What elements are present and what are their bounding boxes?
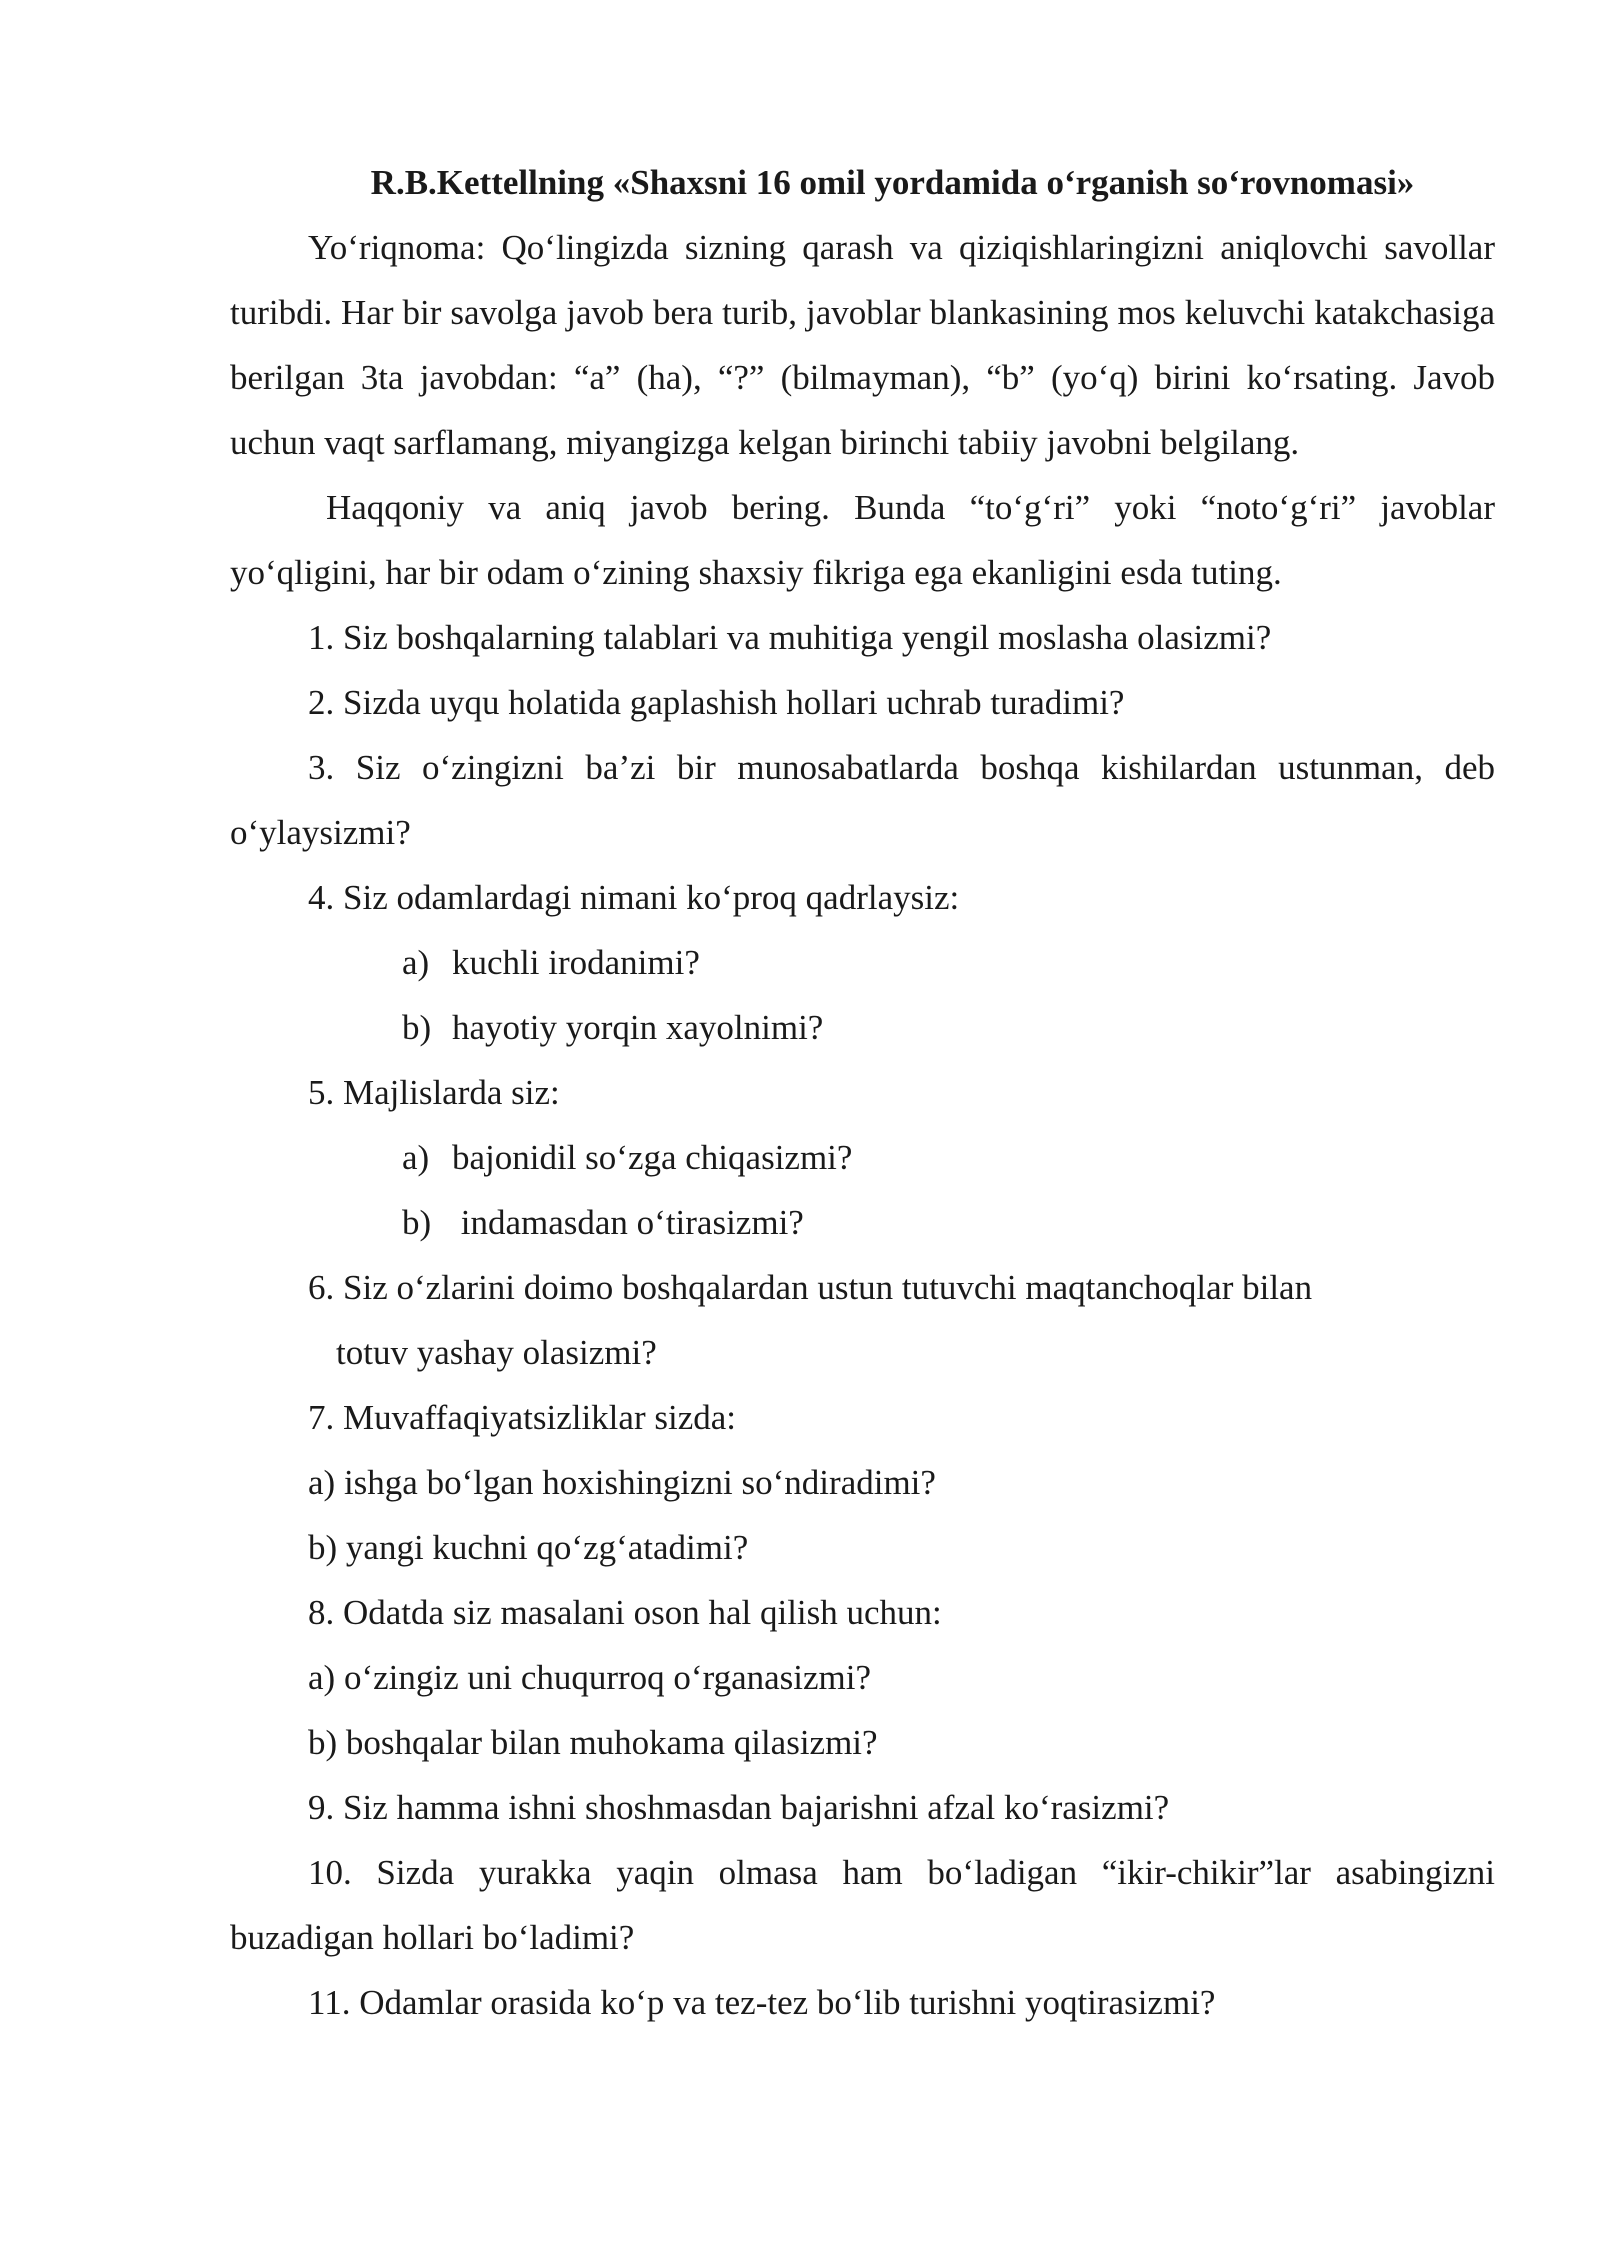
question-7: 7. Muvaffaqiyatsizliklar sizda: [308,1398,736,1437]
option-text: indamasdan o‘tirasizmi? [452,1203,804,1242]
option-marker: b) [402,1008,432,1047]
question-5-option-a [230,1125,1495,1190]
question-7-option-a: a) ishga bo‘lgan hoxishingizni so‘ndiradimi? [308,1463,936,1502]
question-6 [230,1255,1495,1385]
question-8-option-a: a) o‘zingiz uni chuqurroq o‘rganasizmi? [308,1658,872,1697]
question-10: 10. Sizda yurakka yaqin olmasa ham bo‘ladigan “ikir-chikir”lar asabingizni buzadigan hollari bo‘ladimi? [230,1853,1495,1957]
option-text: kuchli irodanimi? [452,943,700,982]
question-4: 4. Siz odamlardagi nimani ko‘proq qadrlaysiz: [308,878,960,917]
question-2: 2. Sizda uyqu holatida gaplashish hollari uchrab turadimi? [308,683,1125,722]
question-4-option-b [230,995,1495,1060]
document-title: R.B.Kettellning «Shaxsni 16 omil yordamida o‘rganish so‘rovnomasi» [370,163,1415,202]
option-text: bajonidil so‘zga chiqasizmi? [452,1138,853,1177]
question-3: 3. Siz o‘zingizni ba’zi bir munosabatlarda boshqa kishilardan ustunman, deb o‘ylaysizmi? [230,748,1495,852]
question-4-option-a [230,930,1495,995]
instruction-paragraph: Yo‘riqnoma: Qo‘lingizda sizning qarash va qiziqishlaringizni aniqlovchi savollar turibdi. Har bir savolga javob bera turib, javoblar blankasining mos keluvchi katakchasiga berilgan 3ta javobdan: “a” (ha), “?” (bilmayman), “b” (yo‘q) birini ko‘rsating. Javob uchun vaqt sarflamang, miyangizga kelgan birinchi tabiiy javobni belgilang. [230,228,1495,462]
question-7-option-b: b) yangi kuchni qo‘zg‘atadimi? [308,1528,749,1567]
question-5: 5. Majlislarda siz: [308,1073,560,1112]
instruction-note-paragraph: Haqqoniy va aniq javob bering. Bunda “to‘g‘ri” yoki “noto‘g‘ri” javoblar yo‘qligini, har bir odam o‘zining shaxsiy fikriga ega ekanligini esda tuting. [230,488,1495,592]
question-8-option-b: b) boshqalar bilan muhokama qilasizmi? [308,1723,878,1762]
question-6-line-1: 6. Siz o‘zlarini doimo boshqalardan ustun tutuvchi maqtanchoqlar bilan [308,1268,1313,1307]
question-5-option-b [230,1190,1495,1255]
option-marker: a) [402,943,430,982]
option-text: hayotiy yorqin xayolnimi? [452,1008,824,1047]
question-6-line-2: totuv yashay olasizmi? [336,1333,657,1372]
option-marker: b) [402,1203,432,1242]
question-11: 11. Odamlar orasida ko‘p va tez-tez bo‘lib turishni yoqtirasizmi? [308,1983,1216,2022]
document-body [230,150,1495,2035]
question-9: 9. Siz hamma ishni shoshmasdan bajarishni afzal ko‘rasizmi? [308,1788,1170,1827]
option-marker: a) [402,1138,430,1177]
question-8: 8. Odatda siz masalani oson hal qilish uchun: [308,1593,942,1632]
question-1: 1. Siz boshqalarning talablari va muhitiga yengil moslasha olasizmi? [308,618,1272,657]
